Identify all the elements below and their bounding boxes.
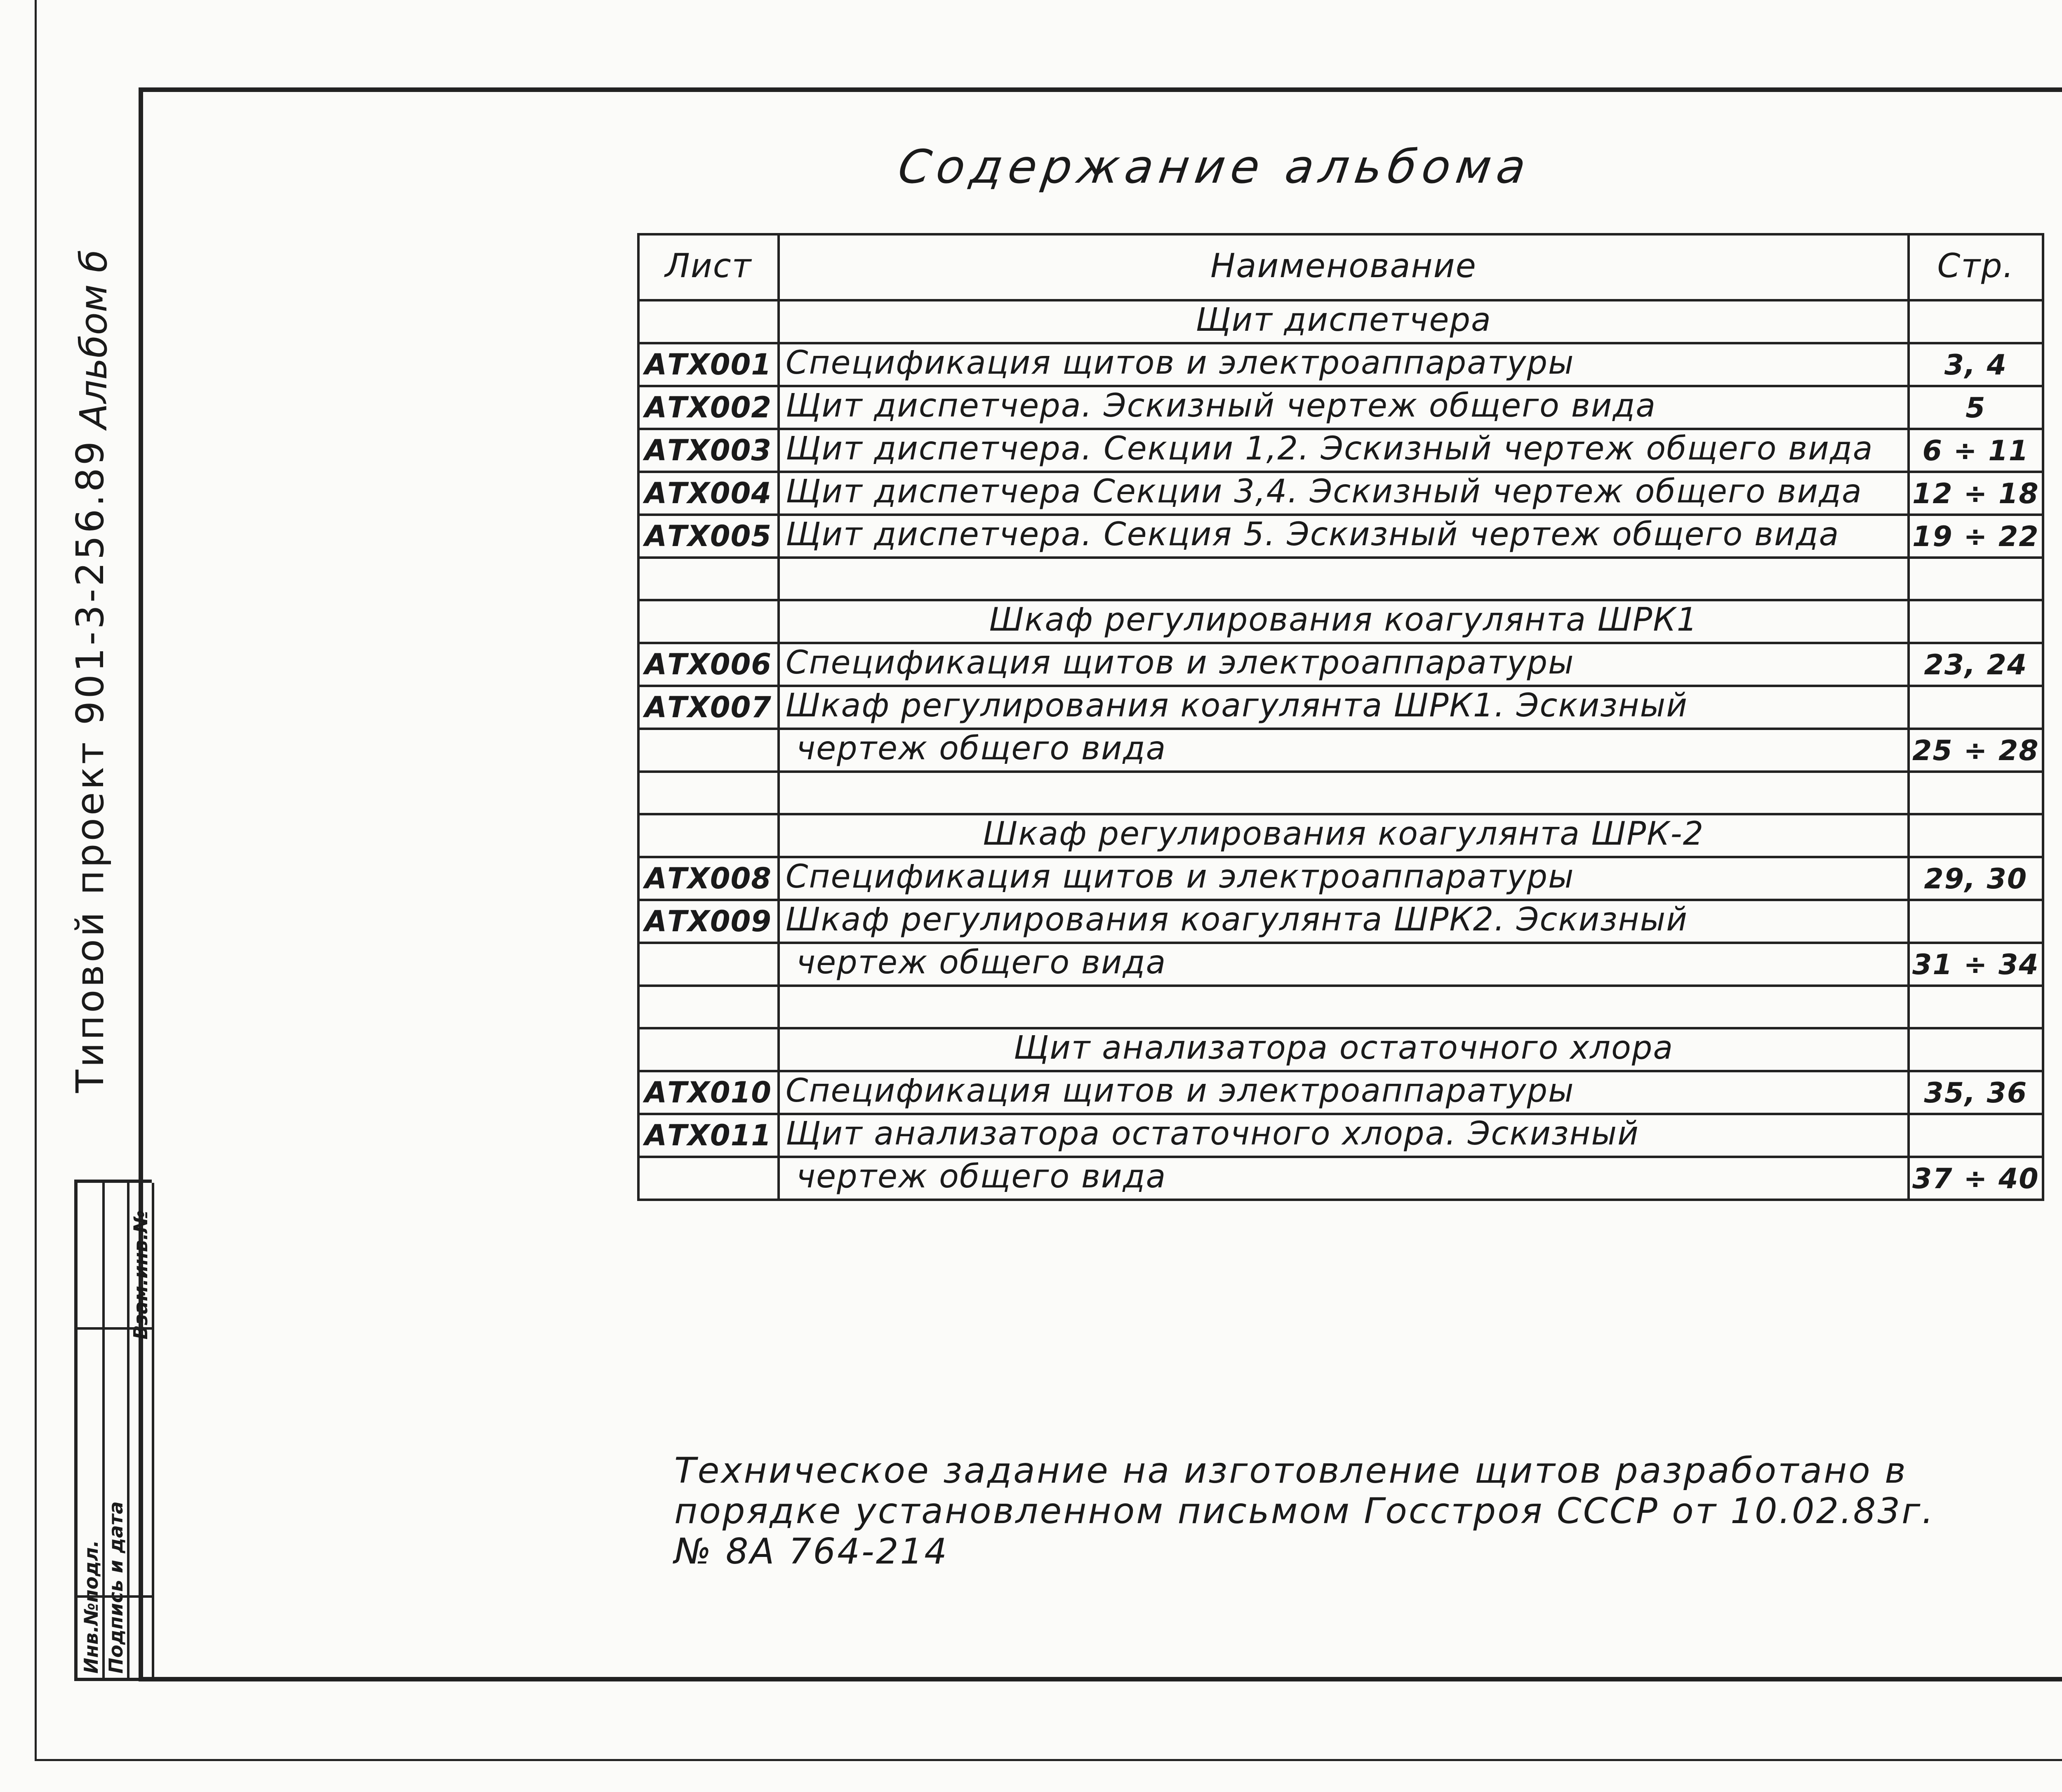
cell-section-title: Щит анализатора остаточного хлора bbox=[779, 1028, 1909, 1071]
cell-name: Шкаф регулирования коагулянта ШРК1. Эскизный bbox=[779, 686, 1909, 729]
cell-section-title: Щит диспетчера bbox=[779, 300, 1909, 343]
cell-page bbox=[1909, 600, 2043, 643]
cell-page bbox=[1909, 900, 2043, 943]
table-row bbox=[638, 515, 2043, 558]
table-row bbox=[638, 558, 2043, 600]
note-line: Техническое задание на изготовление щитов разработано в bbox=[674, 1450, 1907, 1491]
table-row bbox=[638, 1114, 2043, 1157]
cell-page: 23, 24 bbox=[1909, 643, 2043, 686]
table-body bbox=[638, 300, 2043, 1200]
cell-sheet bbox=[638, 558, 779, 600]
cell-sheet bbox=[638, 1028, 779, 1071]
stamp-label-inventory: Инв.№подл. bbox=[80, 1540, 102, 1674]
cell-sheet: АТХ009 bbox=[638, 900, 779, 943]
table-row bbox=[638, 986, 2043, 1028]
cell-name: Щит диспетчера. Секции 1,2. Эскизный чертеж общего вида bbox=[779, 429, 1909, 472]
cell-sheet bbox=[638, 1157, 779, 1200]
table-row bbox=[638, 300, 2043, 343]
table-row bbox=[638, 1028, 2043, 1071]
cell-sheet: АТХ004 bbox=[638, 472, 779, 515]
table-row bbox=[638, 386, 2043, 429]
table-row bbox=[638, 429, 2043, 472]
cell-name: Щит диспетчера Секции 3,4. Эскизный чертеж общего вида bbox=[779, 472, 1909, 515]
cell-page bbox=[1909, 1028, 2043, 1071]
cell-name: чертеж общего вида bbox=[779, 1157, 1909, 1200]
cell-sheet bbox=[638, 986, 779, 1028]
cell-sheet: АТХ005 bbox=[638, 515, 779, 558]
note-line: порядке установленном письмом Госстроя СССР от 10.02.83г. bbox=[674, 1491, 1935, 1532]
cell-name: Щит анализатора остаточного хлора. Эскизный bbox=[779, 1114, 1909, 1157]
stamp-label-replacement: Взам.инв.№ bbox=[129, 1210, 152, 1340]
header-name: Наименование bbox=[779, 234, 1909, 300]
cell-sheet bbox=[638, 729, 779, 772]
table-row bbox=[638, 1157, 2043, 1200]
table-row bbox=[638, 900, 2043, 943]
cell-page: 29, 30 bbox=[1909, 857, 2043, 900]
cell-section-title: Шкаф регулирования коагулянта ШРК1 bbox=[779, 600, 1909, 643]
cell-sheet: АТХ007 bbox=[638, 686, 779, 729]
table-row bbox=[638, 1071, 2043, 1114]
cell-page: 31 ÷ 34 bbox=[1909, 943, 2043, 986]
cell-sheet: АТХ010 bbox=[638, 1071, 779, 1114]
cell-page: 5 bbox=[1909, 386, 2043, 429]
cell-name: Спецификация щитов и электроаппаратуры bbox=[779, 857, 1909, 900]
cell-sheet bbox=[638, 300, 779, 343]
table-row bbox=[638, 729, 2043, 772]
table-row bbox=[638, 686, 2043, 729]
cell-name: Щит диспетчера. Эскизный чертеж общего вида bbox=[779, 386, 1909, 429]
cell-sheet bbox=[638, 772, 779, 814]
cell-sheet bbox=[638, 943, 779, 986]
table-row bbox=[638, 600, 2043, 643]
cell-name: Спецификация щитов и электроаппаратуры bbox=[779, 343, 1909, 386]
cell-page bbox=[1909, 772, 2043, 814]
cell-sheet: АТХ008 bbox=[638, 857, 779, 900]
cell-sheet: АТХ006 bbox=[638, 643, 779, 686]
table-header-row bbox=[638, 234, 2043, 300]
cell-page bbox=[1909, 300, 2043, 343]
cell-name: чертеж общего вида bbox=[779, 943, 1909, 986]
cell-page: 3, 4 bbox=[1909, 343, 2043, 386]
cell-name bbox=[779, 986, 1909, 1028]
cell-sheet: АТХ011 bbox=[638, 1114, 779, 1157]
stamp-column-replacement bbox=[127, 1183, 154, 1678]
cell-sheet: АТХ003 bbox=[638, 429, 779, 472]
cell-page: 6 ÷ 11 bbox=[1909, 429, 2043, 472]
stamp-divider bbox=[78, 1327, 152, 1330]
cell-name: чертеж общего вида bbox=[779, 729, 1909, 772]
contents-table bbox=[637, 233, 2044, 1201]
cell-sheet bbox=[638, 600, 779, 643]
table-row bbox=[638, 643, 2043, 686]
cell-sheet: АТХ001 bbox=[638, 343, 779, 386]
cell-page: 25 ÷ 28 bbox=[1909, 729, 2043, 772]
table-row bbox=[638, 772, 2043, 814]
project-code: Типовой проект 901-3-256.89 bbox=[68, 438, 112, 1093]
header-sheet: Лист bbox=[638, 234, 779, 300]
cell-page bbox=[1909, 986, 2043, 1028]
stamp-divider bbox=[78, 1595, 152, 1598]
cell-name: Спецификация щитов и электроаппаратуры bbox=[779, 643, 1909, 686]
page-title: Содержание альбома bbox=[895, 140, 1535, 194]
cell-sheet: АТХ002 bbox=[638, 386, 779, 429]
note-line: № 8А 764-214 bbox=[674, 1531, 949, 1572]
cell-page: 37 ÷ 40 bbox=[1909, 1157, 2043, 1200]
table-row bbox=[638, 814, 2043, 857]
cell-name bbox=[779, 772, 1909, 814]
table-row bbox=[638, 343, 2043, 386]
stamp-column-inventory bbox=[78, 1183, 105, 1678]
cell-page bbox=[1909, 558, 2043, 600]
cell-page: 12 ÷ 18 bbox=[1909, 472, 2043, 515]
table-row bbox=[638, 472, 2043, 515]
cell-sheet bbox=[638, 814, 779, 857]
cell-page: 19 ÷ 22 bbox=[1909, 515, 2043, 558]
technical-note bbox=[674, 1452, 1935, 1573]
cell-name: Щит диспетчера. Секция 5. Эскизный чертеж общего вида bbox=[779, 515, 1909, 558]
cell-name: Спецификация щитов и электроаппаратуры bbox=[779, 1071, 1909, 1114]
cell-page bbox=[1909, 1114, 2043, 1157]
cell-page bbox=[1909, 686, 2043, 729]
album-label: Альбом б bbox=[72, 250, 115, 429]
cell-name bbox=[779, 558, 1909, 600]
cell-section-title: Шкаф регулирования коагулянта ШРК-2 bbox=[779, 814, 1909, 857]
table-row bbox=[638, 857, 2043, 900]
cell-page: 35, 36 bbox=[1909, 1071, 2043, 1114]
stamp-label-signature: Подпись и дата bbox=[105, 1501, 127, 1674]
approval-stamp bbox=[74, 1180, 152, 1681]
cell-page bbox=[1909, 814, 2043, 857]
header-page: Стр. bbox=[1909, 234, 2043, 300]
stamp-column-signature bbox=[102, 1183, 129, 1678]
cell-name: Шкаф регулирования коагулянта ШРК2. Эскизный bbox=[779, 900, 1909, 943]
table-row bbox=[638, 943, 2043, 986]
